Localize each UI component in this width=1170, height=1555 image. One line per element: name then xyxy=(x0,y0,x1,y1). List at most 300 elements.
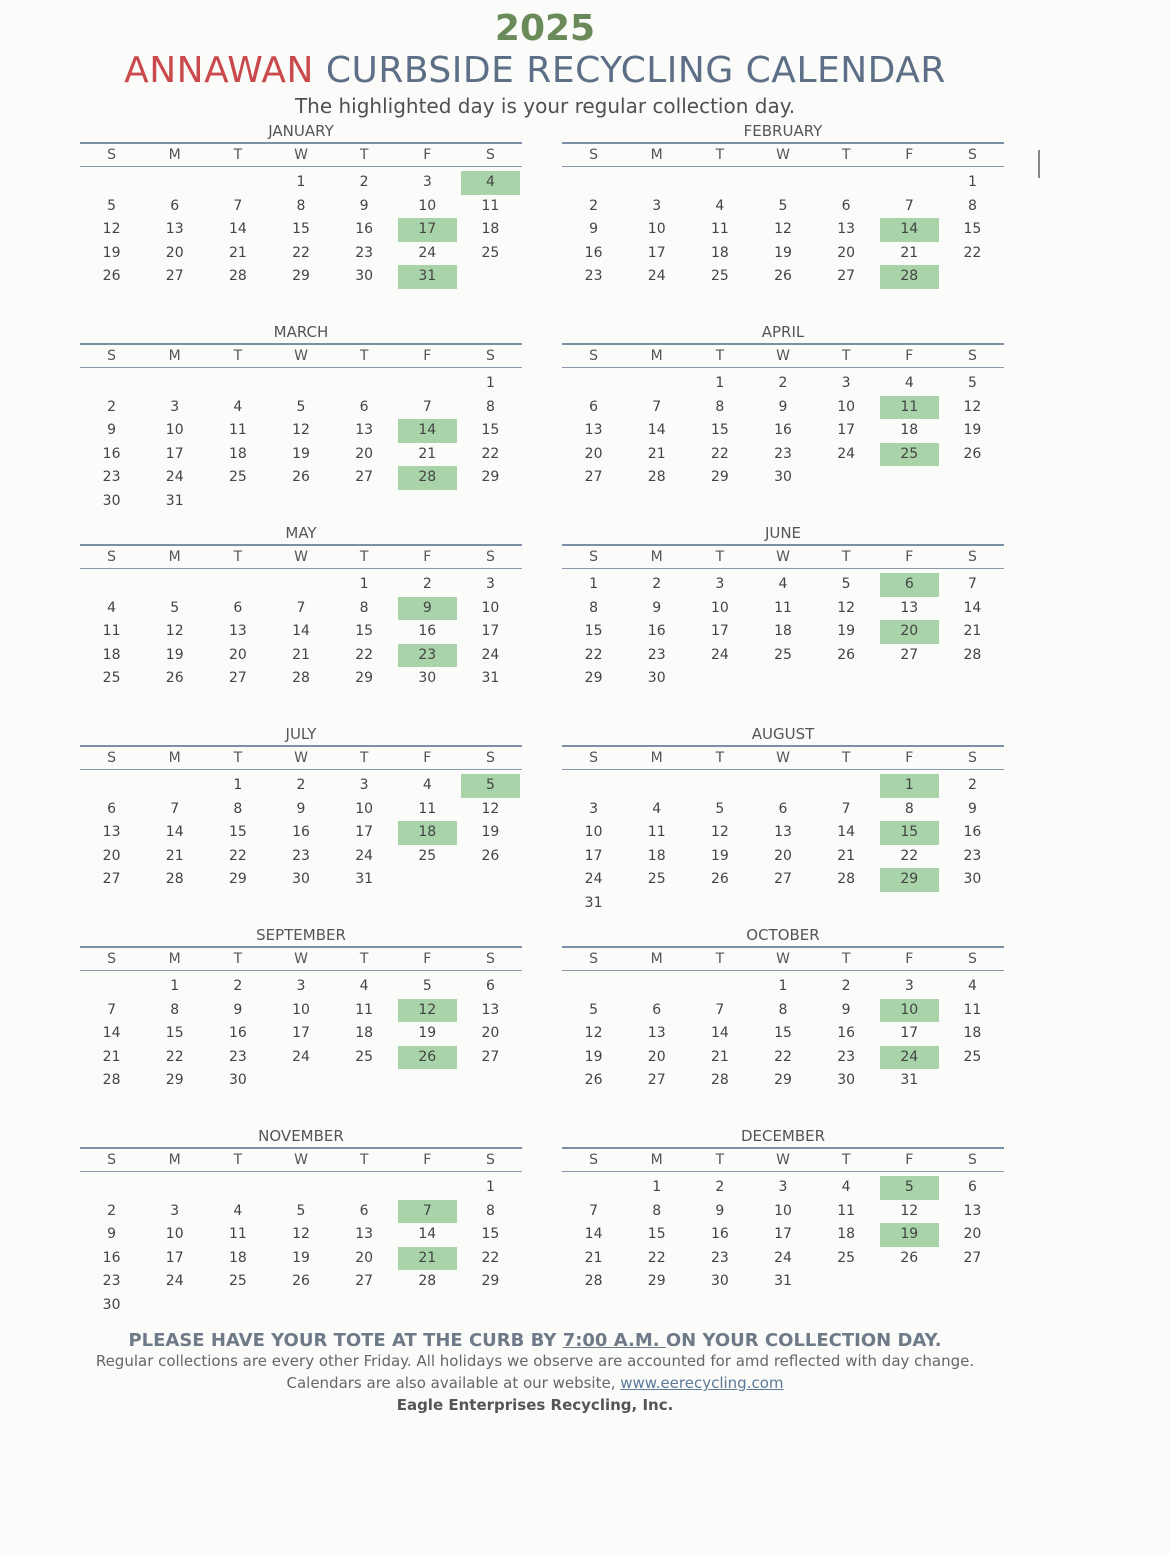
month-april xyxy=(562,323,1004,524)
day-cell: 7 xyxy=(170,800,180,817)
weekday-label: W xyxy=(776,549,790,565)
day-cell: 18 xyxy=(102,646,121,663)
day-cell: 2 xyxy=(589,197,599,214)
day-cell: 28 xyxy=(647,469,666,485)
day-cell: 25 xyxy=(418,847,437,864)
day-cell: 6 xyxy=(589,398,599,415)
weekday-label: S xyxy=(967,147,977,163)
empty-cell xyxy=(80,975,143,999)
month-june xyxy=(562,524,1004,725)
day-cell: 4 xyxy=(778,576,788,592)
empty-cell xyxy=(878,171,941,195)
weekday-label: S xyxy=(107,1152,117,1168)
day-cell: 24 xyxy=(774,1249,792,1266)
day-cell: 1 xyxy=(296,174,306,190)
day-cell: 17 xyxy=(774,1226,792,1242)
day-cell: 2 xyxy=(107,1202,117,1219)
weekday-label: W xyxy=(294,750,308,766)
weekday-label: S xyxy=(967,348,977,364)
day-cell: 9 xyxy=(296,800,306,817)
weekday-header xyxy=(80,946,522,971)
day-cell: 4 xyxy=(715,197,725,214)
day-cell: 16 xyxy=(647,623,666,639)
company-name: Eagle Enterprises Recycling, Inc. xyxy=(396,1396,674,1414)
day-cell: 13 xyxy=(481,1001,500,1018)
empty-cell xyxy=(688,774,751,798)
day-cell: 8 xyxy=(485,398,495,415)
calendar-grid xyxy=(80,122,1004,1322)
calendar-title xyxy=(0,50,1070,91)
day-cell: 21 xyxy=(584,1249,603,1266)
collection-day: 5 xyxy=(461,774,520,798)
weekday-label: F xyxy=(423,348,432,364)
empty-cell xyxy=(751,774,814,798)
day-cell: 20 xyxy=(647,1048,666,1065)
weekday-label: T xyxy=(841,1152,851,1168)
weekday-label: S xyxy=(967,549,977,565)
day-cell: 7 xyxy=(233,197,243,214)
day-cell: 26 xyxy=(774,268,792,284)
weekday-label: S xyxy=(589,951,599,967)
day-cell: 11 xyxy=(774,599,792,616)
year-heading: 2025 xyxy=(494,8,596,49)
weekday-label: W xyxy=(776,147,790,163)
day-cell: 29 xyxy=(647,1273,666,1289)
day-cell: 15 xyxy=(774,1025,792,1041)
day-cell: 9 xyxy=(107,1226,117,1242)
day-cell: 24 xyxy=(710,646,729,663)
day-cell: 21 xyxy=(292,646,310,663)
weekday-label: M xyxy=(650,147,663,163)
empty-cell xyxy=(80,1176,143,1200)
day-cell: 6 xyxy=(359,1202,369,1219)
day-cell: 30 xyxy=(710,1273,729,1289)
day-cell: 30 xyxy=(774,469,792,485)
empty-cell xyxy=(625,975,688,999)
day-cell: 16 xyxy=(710,1226,729,1242)
day-cell: 2 xyxy=(107,398,117,415)
month-december xyxy=(562,1127,1004,1328)
day-cell: 4 xyxy=(652,800,662,817)
day-cell: 1 xyxy=(170,978,180,994)
day-cell: 22 xyxy=(292,244,310,261)
weekday-label: W xyxy=(776,951,790,967)
weekday-label: S xyxy=(589,549,599,565)
empty-cell xyxy=(143,171,206,195)
collection-day: 4 xyxy=(461,171,520,195)
day-cell: 8 xyxy=(296,197,306,214)
day-cell: 13 xyxy=(355,1226,374,1242)
weekday-label: T xyxy=(359,147,369,163)
weekday-label: M xyxy=(168,348,181,364)
weekday-header xyxy=(562,142,1004,167)
collection-day: 7 xyxy=(398,1200,457,1224)
day-cell: 1 xyxy=(652,1179,662,1195)
day-cell: 28 xyxy=(710,1072,729,1088)
day-cell: 3 xyxy=(485,576,495,592)
collection-day: 21 xyxy=(398,1247,457,1271)
empty-cell xyxy=(625,774,688,798)
notice-before: PLEASE HAVE YOUR TOTE AT THE CURB BY xyxy=(128,1330,563,1351)
day-cell: 18 xyxy=(481,221,500,237)
day-cell: 14 xyxy=(710,1025,729,1041)
empty-cell xyxy=(143,573,206,597)
day-cell: 27 xyxy=(481,1048,500,1065)
day-cell: 20 xyxy=(774,847,792,864)
subtitle: The highlighted day is your regular collection day. xyxy=(294,94,796,118)
day-cell: 27 xyxy=(584,469,603,485)
weekday-label: T xyxy=(359,951,369,967)
day-cell: 30 xyxy=(837,1072,856,1088)
day-cell: 21 xyxy=(165,847,184,864)
day-cell: 25 xyxy=(710,268,729,284)
day-cell: 1 xyxy=(967,174,977,190)
empty-cell xyxy=(206,573,269,597)
day-cell: 5 xyxy=(841,576,851,592)
day-cell: 18 xyxy=(228,445,247,462)
day-cell: 6 xyxy=(107,800,117,817)
empty-cell xyxy=(625,171,688,195)
day-cell: 20 xyxy=(165,244,184,261)
day-cell: 25 xyxy=(647,871,666,887)
day-cell: 7 xyxy=(296,599,306,616)
day-cell: 11 xyxy=(710,221,729,237)
empty-cell xyxy=(688,171,751,195)
day-cell: 14 xyxy=(837,824,856,840)
day-cell: 14 xyxy=(647,422,666,438)
collection-day: 23 xyxy=(398,644,457,668)
day-cell: 13 xyxy=(355,422,374,438)
day-cell: 15 xyxy=(481,422,500,438)
weekday-header xyxy=(562,343,1004,368)
collection-day: 29 xyxy=(880,868,939,892)
month-name: JUNE xyxy=(764,524,802,542)
weekday-label: W xyxy=(294,348,308,364)
day-cell: 24 xyxy=(165,469,184,485)
day-cell: 2 xyxy=(715,1179,725,1195)
day-cell: 5 xyxy=(715,800,725,817)
day-cell: 28 xyxy=(837,871,856,887)
collection-day: 24 xyxy=(880,1046,939,1070)
day-cell: 14 xyxy=(102,1025,121,1041)
day-cell: 6 xyxy=(359,398,369,415)
month-name: AUGUST xyxy=(751,725,815,743)
day-cell: 3 xyxy=(296,978,306,994)
day-cell: 21 xyxy=(963,623,982,639)
weekday-label: F xyxy=(423,1152,432,1168)
day-cell: 22 xyxy=(355,646,374,663)
month-february xyxy=(562,122,1004,323)
empty-cell xyxy=(206,171,269,195)
day-cell: 22 xyxy=(900,847,919,864)
empty-cell xyxy=(562,171,625,195)
day-cell: 17 xyxy=(710,623,729,639)
weekday-label: T xyxy=(715,750,725,766)
day-cell: 19 xyxy=(710,847,729,864)
day-cell: 16 xyxy=(292,824,310,840)
day-cell: 11 xyxy=(102,623,121,639)
day-cell: 22 xyxy=(481,445,500,462)
day-cell: 18 xyxy=(228,1249,247,1266)
day-cell: 2 xyxy=(778,375,788,391)
day-cell: 14 xyxy=(228,221,247,237)
day-cell: 28 xyxy=(292,670,310,686)
day-cell: 1 xyxy=(715,375,725,391)
empty-cell xyxy=(80,171,143,195)
day-cell: 9 xyxy=(359,197,369,214)
weekday-label: S xyxy=(485,348,495,364)
day-cell: 2 xyxy=(359,174,369,190)
day-cell: 18 xyxy=(837,1226,856,1242)
weekday-header xyxy=(80,1147,522,1172)
day-grid xyxy=(80,1176,522,1317)
empty-cell xyxy=(80,774,143,798)
edge-mark xyxy=(1038,150,1040,178)
day-cell: 8 xyxy=(485,1202,495,1219)
day-cell: 23 xyxy=(774,445,792,462)
month-july xyxy=(80,725,522,926)
day-cell: 24 xyxy=(292,1048,310,1065)
weekday-label: T xyxy=(841,147,851,163)
day-cell: 28 xyxy=(418,1273,437,1289)
day-cell: 20 xyxy=(584,445,603,462)
weekday-label: F xyxy=(905,147,914,163)
weekday-label: F xyxy=(905,549,914,565)
day-cell: 27 xyxy=(837,268,856,284)
day-cell: 12 xyxy=(292,1226,310,1242)
day-cell: 16 xyxy=(102,1249,121,1266)
day-cell: 5 xyxy=(967,375,977,391)
empty-cell xyxy=(333,1176,396,1200)
day-cell: 26 xyxy=(102,268,121,284)
day-cell: 16 xyxy=(774,422,792,438)
day-cell: 4 xyxy=(967,978,977,994)
day-cell: 26 xyxy=(710,871,729,887)
day-cell: 17 xyxy=(481,623,500,639)
day-cell: 8 xyxy=(715,398,725,415)
day-cell: 20 xyxy=(355,1249,374,1266)
day-cell: 6 xyxy=(652,1001,662,1018)
collection-day: 20 xyxy=(880,620,939,644)
website-note-text: Calendars are also available at our website, xyxy=(286,1374,621,1392)
day-cell: 25 xyxy=(774,646,792,663)
day-cell: 19 xyxy=(418,1025,437,1041)
day-grid xyxy=(562,573,1004,691)
weekday-header xyxy=(562,1147,1004,1172)
empty-cell xyxy=(333,372,396,396)
day-cell: 19 xyxy=(963,422,982,438)
weekday-label: S xyxy=(967,750,977,766)
day-cell: 20 xyxy=(102,847,121,864)
day-cell: 6 xyxy=(485,978,495,994)
day-cell: 23 xyxy=(292,847,310,864)
day-cell: 19 xyxy=(837,623,856,639)
day-cell: 15 xyxy=(963,221,982,237)
empty-cell xyxy=(815,171,878,195)
day-cell: 25 xyxy=(228,469,247,485)
day-cell: 30 xyxy=(963,871,982,887)
empty-cell xyxy=(143,1176,206,1200)
weekday-label: F xyxy=(423,750,432,766)
day-grid xyxy=(562,372,1004,490)
day-cell: 29 xyxy=(481,1273,500,1289)
day-cell: 7 xyxy=(422,398,432,415)
day-grid xyxy=(562,1176,1004,1294)
empty-cell xyxy=(625,372,688,396)
weekday-label: T xyxy=(841,750,851,766)
day-cell: 7 xyxy=(841,800,851,817)
day-cell: 21 xyxy=(647,445,666,462)
weekday-label: T xyxy=(841,951,851,967)
weekday-label: S xyxy=(967,951,977,967)
day-cell: 16 xyxy=(102,445,121,462)
day-cell: 3 xyxy=(841,375,851,391)
day-cell: 23 xyxy=(710,1249,729,1266)
day-cell: 7 xyxy=(107,1001,117,1018)
weekday-label: T xyxy=(359,549,369,565)
day-cell: 9 xyxy=(107,422,117,438)
day-cell: 28 xyxy=(584,1273,603,1289)
collection-day: 28 xyxy=(880,265,939,289)
day-cell: 19 xyxy=(481,824,500,840)
weekday-header xyxy=(562,946,1004,971)
day-cell: 16 xyxy=(963,824,982,840)
collection-day: 1 xyxy=(880,774,939,798)
day-cell: 15 xyxy=(647,1226,666,1242)
day-cell: 23 xyxy=(102,1273,121,1289)
website-link[interactable]: www.eerecycling.com xyxy=(620,1374,784,1392)
day-cell: 19 xyxy=(292,445,310,462)
empty-cell xyxy=(143,372,206,396)
day-cell: 15 xyxy=(710,422,729,438)
weekday-label: F xyxy=(905,1152,914,1168)
day-cell: 2 xyxy=(233,978,243,994)
weekday-label: S xyxy=(485,951,495,967)
day-cell: 8 xyxy=(589,599,599,616)
title-rest: CURBSIDE RECYCLING CALENDAR xyxy=(313,50,946,91)
day-cell: 7 xyxy=(904,197,914,214)
day-cell: 15 xyxy=(165,1025,184,1041)
collection-day: 6 xyxy=(880,573,939,597)
empty-cell xyxy=(269,1176,332,1200)
weekday-header xyxy=(80,343,522,368)
weekday-header xyxy=(562,745,1004,770)
day-cell: 9 xyxy=(652,599,662,616)
day-cell: 11 xyxy=(963,1001,982,1018)
day-cell: 25 xyxy=(228,1273,247,1289)
day-cell: 20 xyxy=(481,1025,500,1041)
weekday-label: S xyxy=(107,147,117,163)
day-cell: 10 xyxy=(292,1001,310,1018)
day-cell: 4 xyxy=(107,599,117,616)
weekday-label: W xyxy=(776,1152,790,1168)
day-cell: 12 xyxy=(292,422,310,438)
day-cell: 11 xyxy=(481,197,500,214)
day-cell: 11 xyxy=(355,1001,374,1018)
day-cell: 27 xyxy=(165,268,184,284)
day-cell: 24 xyxy=(418,244,437,261)
day-cell: 19 xyxy=(165,646,184,663)
collection-day: 15 xyxy=(880,821,939,845)
weekday-label: M xyxy=(650,348,663,364)
day-cell: 14 xyxy=(165,824,184,840)
day-cell: 10 xyxy=(355,800,374,817)
day-cell: 21 xyxy=(837,847,856,864)
day-cell: 26 xyxy=(963,445,982,462)
day-cell: 1 xyxy=(589,576,599,592)
day-cell: 10 xyxy=(165,1226,184,1242)
day-cell: 24 xyxy=(584,871,603,887)
day-cell: 8 xyxy=(170,1001,180,1018)
day-cell: 17 xyxy=(355,824,374,840)
day-cell: 17 xyxy=(165,445,184,462)
day-cell: 12 xyxy=(837,599,856,616)
day-cell: 22 xyxy=(584,646,603,663)
day-cell: 3 xyxy=(778,1179,788,1195)
collection-day: 14 xyxy=(880,218,939,242)
day-cell: 23 xyxy=(963,847,982,864)
empty-cell xyxy=(396,372,459,396)
day-cell: 9 xyxy=(589,221,599,237)
day-cell: 15 xyxy=(228,824,247,840)
day-cell: 26 xyxy=(292,1273,310,1289)
day-cell: 14 xyxy=(292,623,310,639)
day-cell: 30 xyxy=(647,670,666,686)
day-cell: 12 xyxy=(900,1202,919,1219)
day-cell: 27 xyxy=(900,646,919,663)
day-cell: 22 xyxy=(710,445,729,462)
day-cell: 6 xyxy=(967,1179,977,1195)
day-cell: 28 xyxy=(228,268,247,284)
day-cell: 13 xyxy=(900,599,919,616)
day-cell: 11 xyxy=(418,800,437,817)
month-name: SEPTEMBER xyxy=(256,926,346,944)
day-grid xyxy=(562,975,1004,1093)
day-cell: 22 xyxy=(963,244,982,261)
day-cell: 8 xyxy=(904,800,914,817)
weekday-label: T xyxy=(233,549,243,565)
weekday-label: S xyxy=(107,348,117,364)
day-cell: 9 xyxy=(715,1202,725,1219)
day-cell: 10 xyxy=(647,221,666,237)
day-cell: 26 xyxy=(584,1072,603,1088)
day-cell: 21 xyxy=(710,1048,729,1065)
day-cell: 13 xyxy=(963,1202,982,1219)
day-cell: 19 xyxy=(292,1249,310,1266)
day-cell: 31 xyxy=(165,492,184,509)
day-cell: 22 xyxy=(481,1249,500,1266)
weekday-label: S xyxy=(589,750,599,766)
day-cell: 1 xyxy=(359,576,369,592)
day-cell: 4 xyxy=(841,1179,851,1195)
day-cell: 5 xyxy=(296,1202,306,1219)
empty-cell xyxy=(143,774,206,798)
day-cell: 2 xyxy=(422,576,432,592)
month-name: FEBRUARY xyxy=(743,122,823,140)
day-cell: 17 xyxy=(292,1025,310,1041)
day-cell: 10 xyxy=(165,422,184,438)
day-cell: 27 xyxy=(774,871,792,887)
day-cell: 2 xyxy=(967,777,977,793)
weekday-label: T xyxy=(359,348,369,364)
month-january xyxy=(80,122,522,323)
weekday-label: S xyxy=(485,549,495,565)
day-cell: 16 xyxy=(837,1025,856,1041)
day-cell: 15 xyxy=(481,1226,500,1242)
day-cell: 18 xyxy=(774,623,792,639)
month-name: MARCH xyxy=(273,323,329,341)
day-cell: 24 xyxy=(355,847,374,864)
